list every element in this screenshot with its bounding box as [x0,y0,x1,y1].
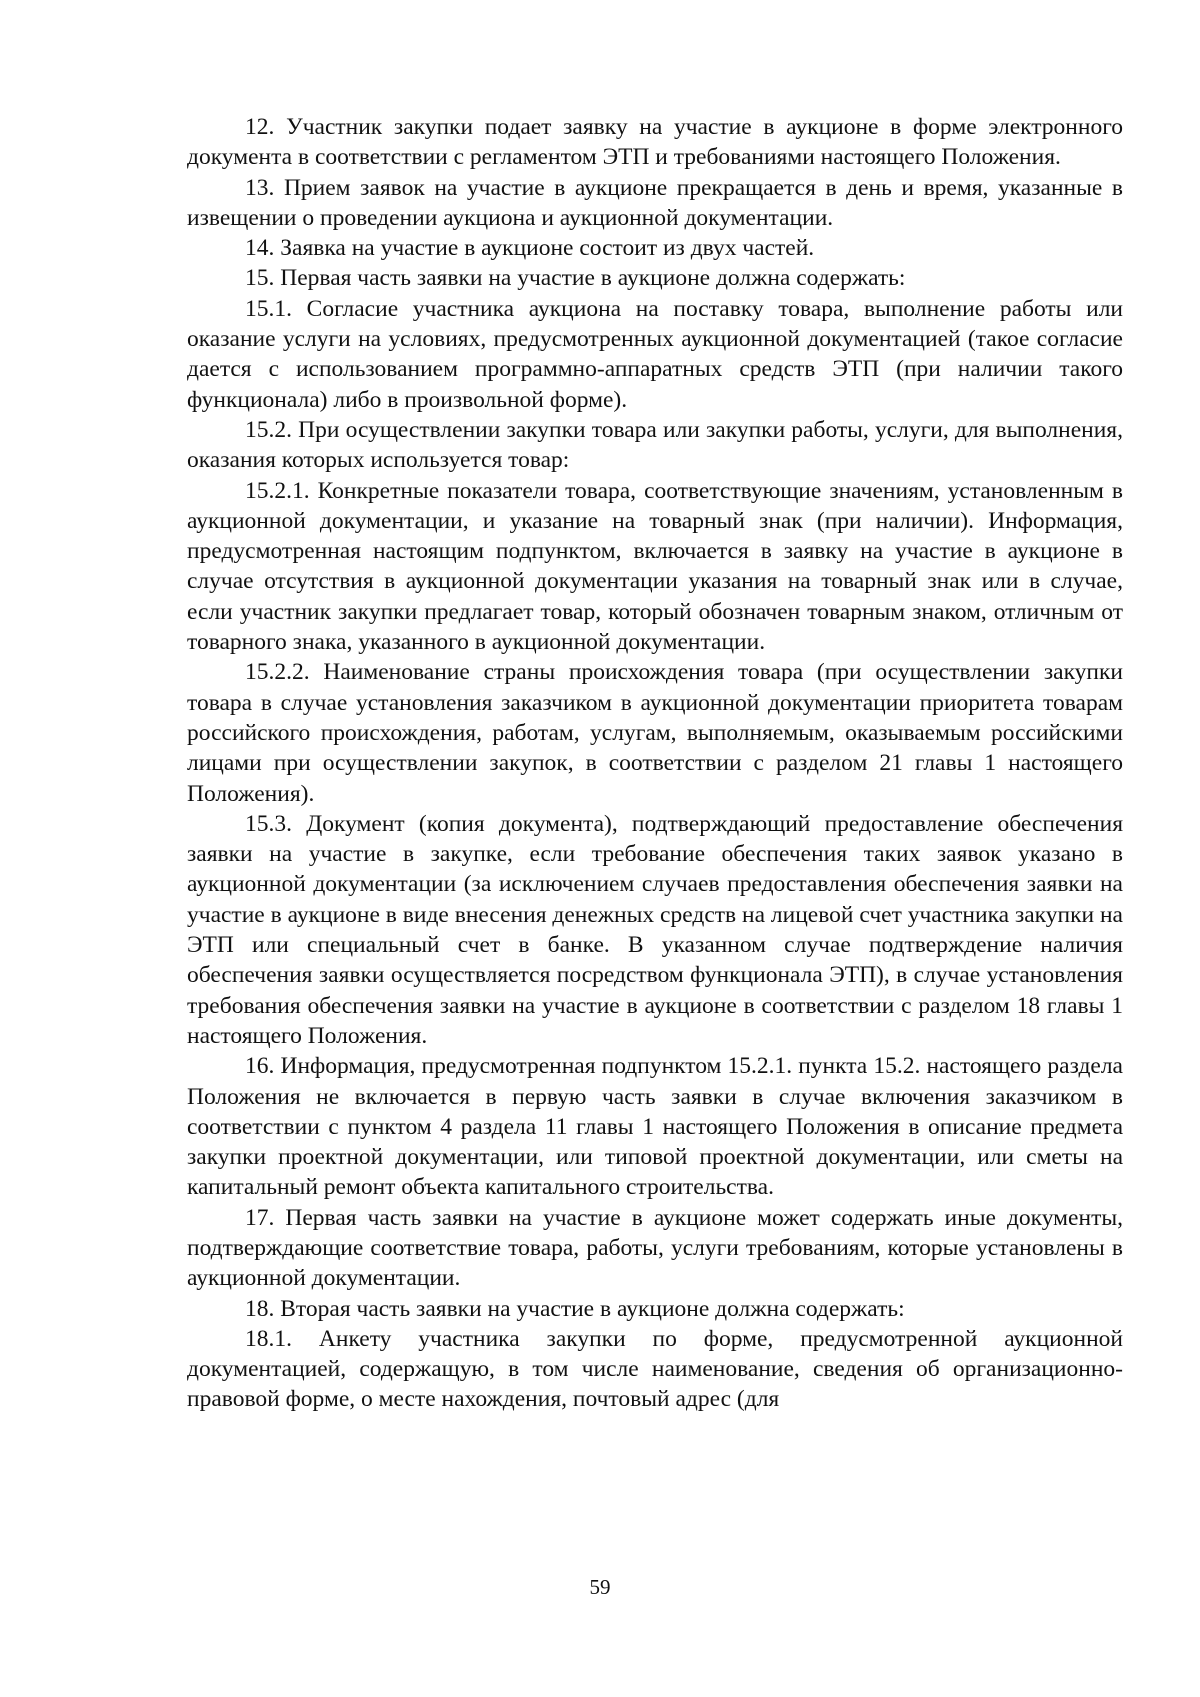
paragraph-15-2: 15.2. При осуществлении закупки товара или закупки работы, услуги, для выполнения, оказания которых используется товар: [187,416,1123,474]
paragraph-13: 13. Прием заявок на участие в аукционе прекращается в день и время, указанные в извещении о проведении аукциона и аукционной документации. [187,174,1123,231]
paragraph-16: 16. Информация, предусмотренная подпунктом 15.2.1. пункта 15.2. настоящего раздела Положения не включается в первую часть заявки в случае включения заказчиком в соответствии с пунктом 4 раздела 11 главы 1 настоящего Положения в описание предмета закупки проектной документации, или типовой проектной документации, или сметы на капитальный ремонт объекта капитального строительства. [187,1053,1123,1201]
paragraph-15-2-2: 15.2.2. Наименование страны происхождения товара (при осуществлении закупки товара в случае установления заказчиком в аукционной документации приоритета товарам российского происхождения, работам, услугам, выполняемым, оказываемым российскими лицами при осуществлении закупок, в соответствии с разделом 21 главы 1 настоящего Положения). [187,659,1123,807]
paragraph-12: 12. Участник закупки подает заявку на участие в аукционе в форме электронного документа в соответствии с регламентом ЭТП и требованиями настоящего Положения. [187,114,1123,171]
paragraph-17: 17. Первая часть заявки на участие в аукционе может содержать иные документы, подтверждающие соответствие товара, работы, услуги требованиям, которые установлены в аукционной документации. [187,1204,1123,1292]
document-body [187,112,1123,1415]
paragraph-15-3: 15.3. Документ (копия документа), подтверждающий предоставление обеспечения заявки на участие в закупке, если требование обеспечения таких заявок указано в аукционной документации (за исключением случаев предоставления обеспечения заявки на участие в аукционе в виде внесения денежных средств на лицевой счет участника закупки на ЭТП или специальный счет в банке. В указанном случае подтверждение наличия обеспечения заявки осуществляется посредством функционала ЭТП), в случае установления требования обеспечения заявки на участие в аукционе в соответствии с разделом 18 главы 1 настоящего Положения. [187,810,1123,1049]
page-number: 59 [589,1575,611,1599]
paragraph-15: 15. Первая часть заявки на участие в аукционе должна содержать: [245,265,906,292]
paragraph-15-2-1: 15.2.1. Конкретные показатели товара, соответствующие значениям, установленным в аукционной документации, и указание на товарный знак (при наличии). Информация, предусмотренная настоящим подпунктом, включается в заявку на участие в аукционе в случае отсутствия в аукционной документации указания на товарный знак или в случае, если участник закупки предлагает товар, который обозначен товарным знаком, отличным от товарного знака, указанного в аукционной документации. [187,477,1123,656]
paragraph-18-1: 18.1. Анкету участника закупки по форме, предусмотренной аукционной документацией, содержащую, в том числе наименование, сведения об организационно-правовой форме, о месте нахождения, почтовый адрес (для [187,1325,1123,1413]
paragraph-15-1: 15.1. Согласие участника аукциона на поставку товара, выполнение работы или оказание услуги на условиях, предусмотренных аукционной документацией (такое согласие дается с использованием программно-аппаратных средств ЭТП (при наличии такого функционала) либо в произвольной форме). [187,295,1123,413]
paragraph-18: 18. Вторая часть заявки на участие в аукционе должна содержать: [245,1295,905,1322]
paragraph-14: 14. Заявка на участие в аукционе состоит из двух частей. [245,235,815,262]
